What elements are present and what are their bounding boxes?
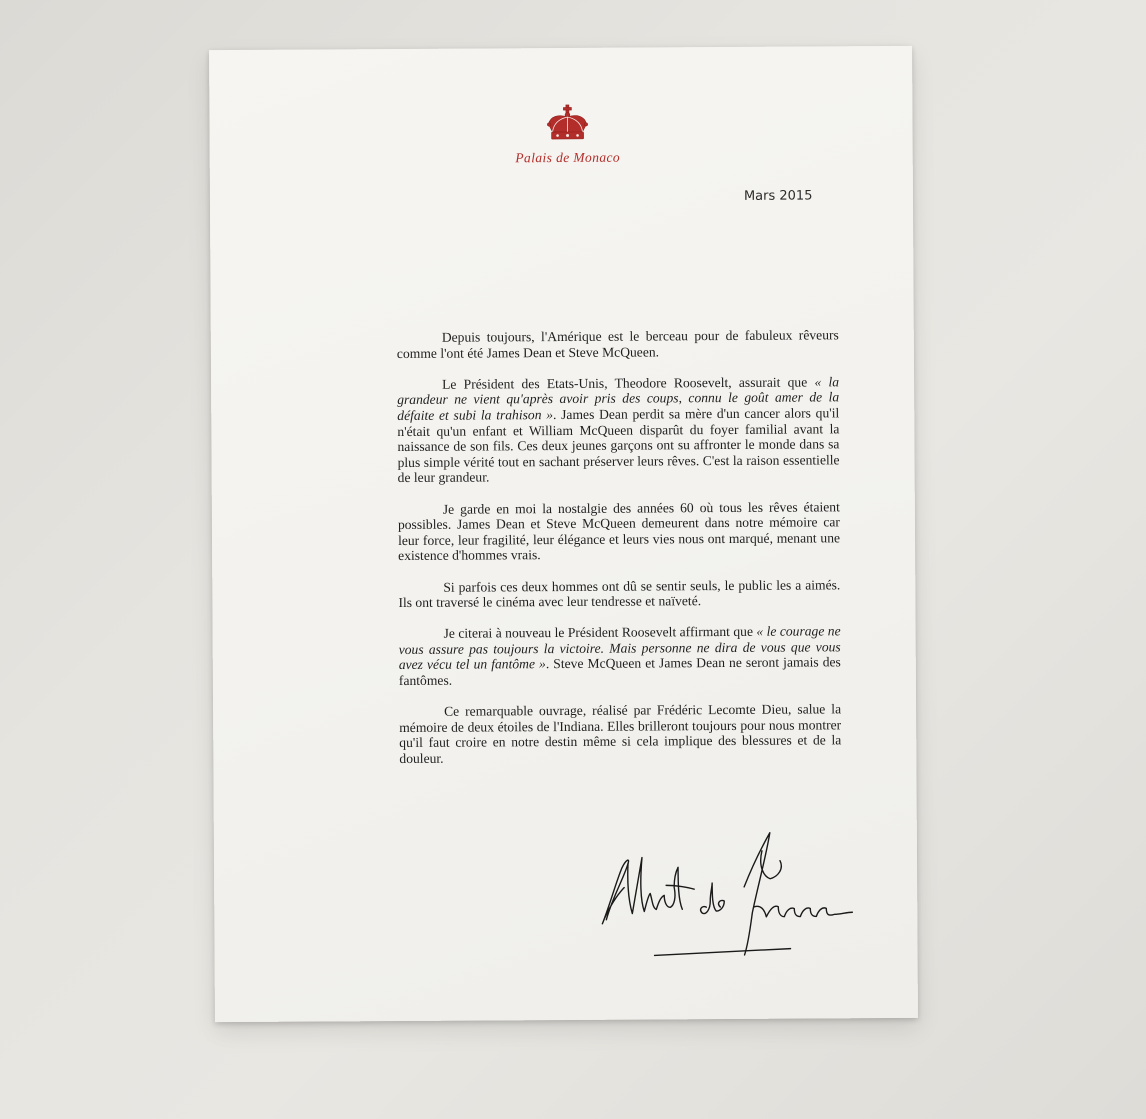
paragraph-1: Depuis toujours, l'Amérique est le berceau pour de fabuleux rêveurs comme l'ont été James Dean et Steve McQueen. (396, 327, 839, 361)
roosevelt-quote-1: « la grandeur ne vient qu'après avoir pris des coups, connu le goût amer de la défaite et subi la trahison » (397, 374, 840, 423)
paragraph-6: Ce remarquable ouvrage, réalisé par Frédéric Lecomte Dieu, salue la mémoire de deux étoiles de l'Indiana. Elles brilleront toujours pour nous montrer qu'il faut croire en notre destin même si cela implique des blessures et de la douleur. (399, 701, 842, 767)
paragraph-5-intro: Je citerai à nouveau le Président Roosevelt affirmant que (443, 624, 757, 642)
paragraph-5-rest: . Steve McQueen et James Dean ne seront jamais des fantômes. (398, 654, 841, 689)
handwritten-signature (594, 826, 865, 968)
letter-body (397, 327, 842, 782)
letter-page (209, 46, 918, 1022)
paragraph-2-rest: . James Dean perdit sa mère d'un cancer alors qu'il n'était qu'un enfant et William McQueen disparût du foyer familial avant la naissance de son fils. Ces deux jeunes garçons ont su affronter le monde dans sa plus simple vérité tout en sachant préserver leurs rêves. C'est la raison essentielle de leur grandeur. (397, 405, 840, 486)
letterhead (209, 102, 925, 168)
palace-name: Palais de Monaco (515, 149, 621, 166)
paragraph-5 (399, 624, 841, 689)
roosevelt-quote-2: « le courage ne vous assure pas toujours la victoire. Mais personne ne dira de vous que vous avez vécu tel un fantôme » (398, 623, 841, 673)
letter-date: Mars 2015 (743, 188, 813, 204)
paragraph-4: Si parfois ces deux hommes ont dû se sentir seuls, le public les a aimés. Ils ont traversé le cinéma avec leur tendresse et naïveté. (398, 576, 841, 611)
paragraph-2 (397, 374, 840, 486)
crown-icon (544, 104, 590, 144)
paragraph-3: Je garde en moi la nostalgie des années 60 où tous les rêves étaient possibles. James Dean et Steve McQueen demeurent dans notre mémoire car leur force, leur fragilité, leur élégance et leurs vies nous ont marqué, menant une existence d'hommes vrais. (397, 498, 841, 564)
paragraph-2-intro: Le Président des Etats-Unis, Theodore Roosevelt, assurait que (442, 374, 815, 392)
